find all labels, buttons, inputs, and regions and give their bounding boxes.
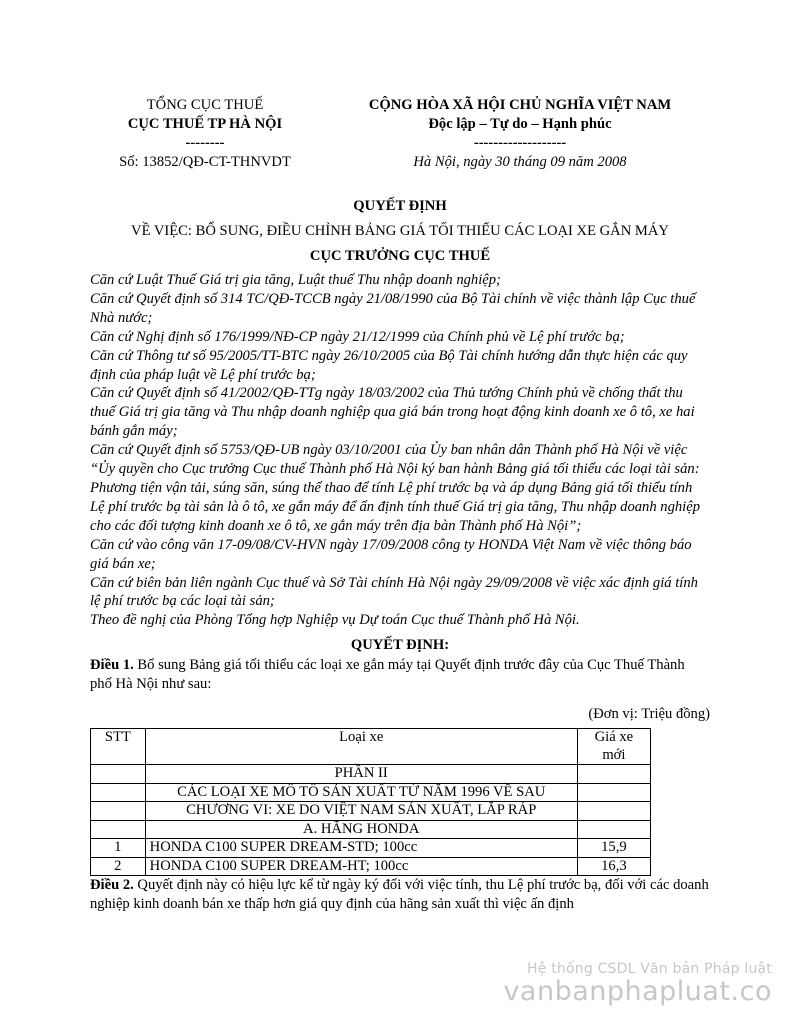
legal-basis-item: Căn cứ Quyết định số 314 TC/QĐ-TCCB ngày 21/08/1990 của Bộ Tài chính về việc thành lập Cục thuế Nhà nước; [90,290,696,326]
motto-separator: ------------------- [473,135,567,151]
table-row [91,839,651,858]
document-page [90,96,710,914]
national-block [330,96,710,172]
section-row [91,765,651,784]
section-chapter: CHƯƠNG VI: XE DO VIỆT NAM SẢN XUẤT, LẮP RÁP [145,802,577,821]
unit-note: (Đơn vị: Triệu đồng) [588,706,710,723]
legal-basis-item: Căn cứ vào công văn 17-09/08/CV-HVN ngày 17/09/2008 công ty HONDA Việt Nam về việc thông báo giá bán xe; [90,536,692,572]
article-1-label: Điều 1. [90,657,134,674]
header-new-price: Giá xe mới [577,729,650,765]
watermark [503,961,772,1007]
document-subject: VỀ VIỆC: BỔ SUNG, ĐIỀU CHỈNH BẢNG GIÁ TỐI THIỂU CÁC LOẠI XE GẮN MÁY [131,223,669,239]
row-stt: 2 [91,857,146,876]
row-stt: 1 [91,839,146,858]
place-date: Hà Nội, ngày 30 tháng 09 năm 2008 [413,154,627,170]
legal-bases [90,271,710,630]
section-row [91,802,651,821]
legal-basis-item: Căn cứ Nghị định số 176/1999/NĐ-CP ngày 21/12/1999 của Chính phủ về Lệ phí trước bạ; [90,328,625,345]
price-table [90,728,651,876]
legal-basis-item: Căn cứ Quyết định số 5753/QĐ-UB ngày 03/10/2001 của Ủy ban nhân dân Thành phố Hà Nội về việc “Ủy quyền cho Cục trưởng Cục thuế Thành phố Hà Nội ký ban hành Bảng giá tối thiểu các loại tài sản: Phương tiện vận tải, súng săn, súng thể thao để tính Lệ phí trước bạ và áp dụng Bảng giá tối thiểu tính Lệ phí trước bạ tài sản là ô tô, xe gắn máy để ấn định tính thuế Giá trị gia tăng, Thu nhập doanh nghiệp cho các đối tượng kinh doanh xe ô tô, xe gắn máy trên địa bàn Thành phố Hà Nội”; [90,442,701,534]
legal-basis-item: Căn cứ Luật Thuế Giá trị gia tăng, Luật thuế Thu nhập doanh nghiệp; [90,272,501,288]
article-1 [90,656,710,694]
section-part: PHẦN II [145,765,577,784]
agency-block [90,96,320,172]
document-type: QUYẾT ĐỊNH [353,198,447,214]
decision-heading: QUYẾT ĐỊNH: [350,637,450,654]
row-vehicle-name: HONDA C100 SUPER DREAM-STD; 100cc [145,839,577,858]
national-motto: Độc lập – Tự do – Hạnh phúc [428,116,612,132]
republic-title: CỘNG HÒA XÃ HỘI CHỦ NGHĨA VIỆT NAM [368,97,672,113]
section-row [91,783,651,802]
document-number: Số: 13852/QĐ-CT-THNVDT [119,154,291,170]
watermark-tagline: Hệ thống CSDL Văn bản Pháp luật [527,961,772,977]
title-block [90,194,710,269]
article-1-text: Bổ sung Bảng giá tối thiểu các loại xe gắn máy tại Quyết định trước đây của Cục Thuế Thành phố Hà Nội như sau: [90,657,685,693]
agency-separator: -------- [185,135,225,151]
issuer-title: CỤC TRƯỞNG CỤC THUẾ [309,248,491,264]
header-vehicle-type: Loại xe [145,729,577,765]
legal-basis-item: Theo đề nghị của Phòng Tổng hợp Nghiệp vụ Dự toán Cục thuế Thành phố Hà Nội. [90,612,580,629]
legal-basis-item: Căn cứ Thông tư số 95/2005/TT-BTC ngày 26/10/2005 của Bộ Tài chính hướng dẫn thực hiện các quy định của pháp luật về Lệ phí trước bạ; [90,347,688,383]
article-2 [90,876,710,914]
section-category: CÁC LOẠI XE MÔ TÔ SẢN XUẤT TỪ NĂM 1996 VỀ SAU [145,783,577,802]
legal-basis-item: Căn cứ biên bản liên ngành Cục thuế và Sở Tài chính Hà Nội ngày 29/09/2008 về việc xác định giá tính lệ phí trước bạ các loại tài sản; [90,574,698,610]
row-price: 16,3 [577,857,650,876]
section-brand: A. HÃNG HONDA [145,820,577,839]
row-vehicle-name: HONDA C100 SUPER DREAM-HT; 100cc [145,857,577,876]
watermark-site: vanbanphapluat.co [503,976,772,1007]
document-header [90,96,710,172]
table-row [91,857,651,876]
article-2-label: Điều 2. [90,877,134,894]
agency-name: CỤC THUẾ TP HÀ NỘI [127,116,283,132]
legal-basis-item: Căn cứ Quyết định số 41/2002/QĐ-TTg ngày 18/03/2002 của Thủ tướng Chính phủ về chống thất thu thuế Giá trị gia tăng và Thu nhập doanh nghiệp qua giá bán trong hoạt động kinh doanh xe ô tô, xe hai bánh gắn máy; [90,385,695,440]
article-2-text: Quyết định này có hiệu lực kể từ ngày ký đối với việc tính, thu Lệ phí trước bạ, đối với các doanh nghiệp kinh doanh bán xe thấp hơn giá quy định của hãng sản xuất thì việc ấn định [90,877,709,913]
agency-parent: TỔNG CỤC THUẾ [146,97,264,113]
row-price: 15,9 [577,839,650,858]
section-row [91,820,651,839]
header-stt: STT [91,729,146,765]
table-header-row [91,729,651,765]
